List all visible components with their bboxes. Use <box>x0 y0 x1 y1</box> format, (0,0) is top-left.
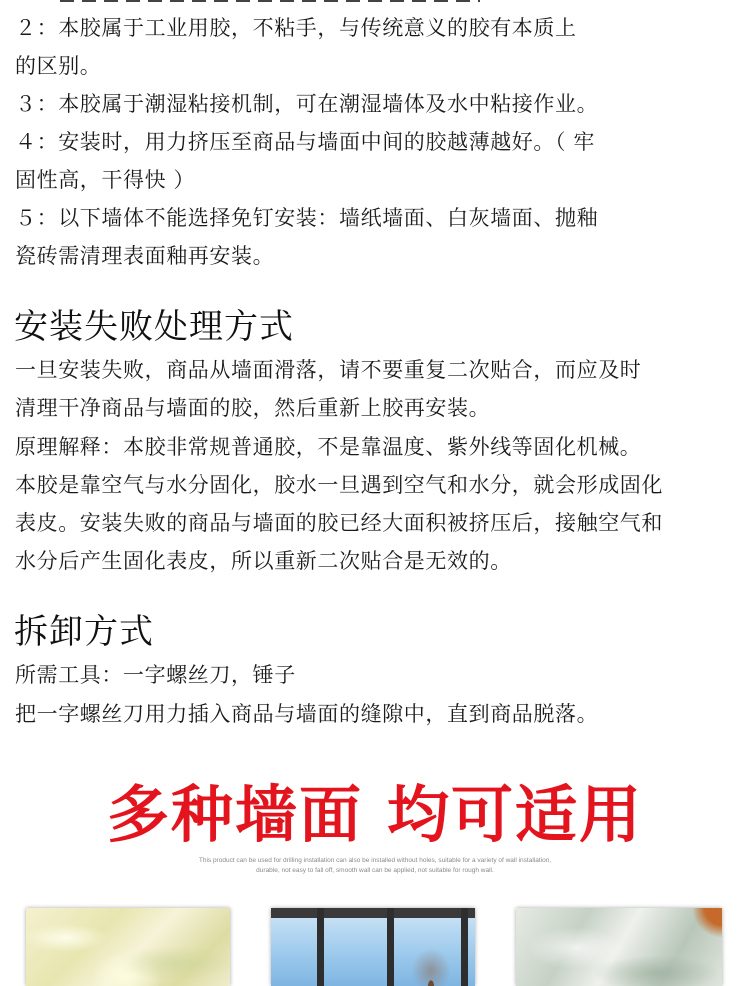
wall-compatibility-slogan <box>0 780 750 850</box>
failure-line: 一旦安装失败，商品从墙面滑落，请不要重复二次贴合，而应及时 <box>15 358 642 382</box>
failure-line: 表皮。安装失败的商品与墙面的胶已经大面积被挤压后，接触空气和 <box>15 511 663 535</box>
cropped-text-remnant <box>60 0 480 2</box>
window-room-sample-image <box>271 908 475 986</box>
failure-line: 本胶是靠空气与水分固化，胶水一旦遇到空气和水分，就会形成固化 <box>15 473 663 497</box>
note-line: ４：安装时，用力挤压至商品与墙面中间的胶越薄越好。（ 牢 <box>15 130 595 154</box>
marble-yellow-sample-image <box>26 908 230 986</box>
note-line: ５：以下墙体不能选择免钉安装：墙纸墙面、白灰墙面、抛釉 <box>15 206 599 230</box>
failure-section-title: 安装失败处理方式 <box>14 307 294 347</box>
note-line: 固性高，干得快 ） <box>15 168 196 192</box>
failure-line: 水分后产生固化表皮，所以重新二次贴合是无效的。 <box>15 549 512 573</box>
note-line: ３：本胶属于潮湿粘接机制，可在潮湿墙体及水中粘接作业。 <box>15 92 599 116</box>
slogan-part-1: 多种墙面 <box>106 778 363 851</box>
failure-line: 原理解释：本胶非常规普通胶，不是靠温度、紫外线等固化机械。 <box>15 435 642 459</box>
note-line: 瓷砖需清理表面釉再安装。 <box>15 244 275 268</box>
note-line: ２：本胶属于工业用胶，不粘手，与传统意义的胶有本质上 <box>15 16 577 40</box>
marble-green-sample-image <box>516 908 722 986</box>
slogan-subtext: durable, not easy to fall off, smooth wall can be applied, not suitable for rough wall. <box>256 867 494 874</box>
slogan-part-2: 均可适用 <box>387 778 644 851</box>
slogan-subtext: This product can be used for drilling installation can also be installed without holes, suitable for a variety of wall installation, <box>198 857 552 864</box>
removal-section-title: 拆卸方式 <box>14 612 154 652</box>
removal-line: 所需工具：一字螺丝刀，锤子 <box>15 663 296 687</box>
note-line: 的区别。 <box>15 54 102 78</box>
failure-line: 清理干净商品与墙面的胶，然后重新上胶再安装。 <box>15 396 491 420</box>
removal-line: 把一字螺丝刀用力插入商品与墙面的缝隙中，直到商品脱落。 <box>15 702 599 726</box>
